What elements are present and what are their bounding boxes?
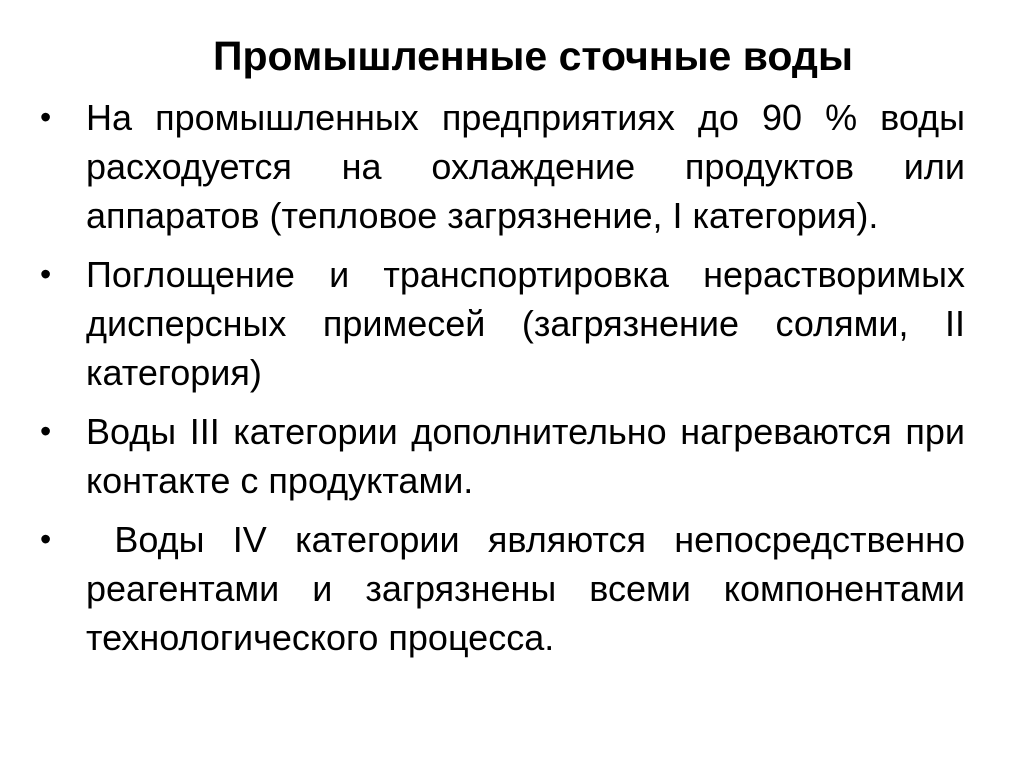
bullet-dot-icon: • bbox=[40, 413, 52, 449]
bullet-item bbox=[40, 407, 965, 505]
slide-title: Промышленные сточные воды bbox=[213, 33, 853, 79]
bullet-dot-icon: • bbox=[40, 99, 52, 135]
bullet-item bbox=[40, 515, 965, 662]
bullet-item bbox=[40, 250, 965, 397]
bullet-item bbox=[40, 93, 965, 240]
bullet-list bbox=[40, 93, 965, 672]
bullet-text: На промышленных предприятиях до 90 % воды расходуется на охлаждение продуктов или аппаратов (тепловое загрязнение, I категория). bbox=[86, 97, 965, 236]
bullet-text: Воды IV категории являются непосредственно реагентами и загрязнены всеми компонентами технологического процесса. bbox=[86, 519, 965, 658]
bullet-dot-icon: • bbox=[40, 256, 52, 292]
bullet-text: Поглощение и транспортировка нерастворимых дисперсных примесей (загрязнение солями, II категория) bbox=[86, 254, 965, 393]
bullet-text: Воды III категории дополнительно нагреваются при контакте с продуктами. bbox=[86, 411, 965, 501]
bullet-dot-icon: • bbox=[40, 521, 52, 557]
